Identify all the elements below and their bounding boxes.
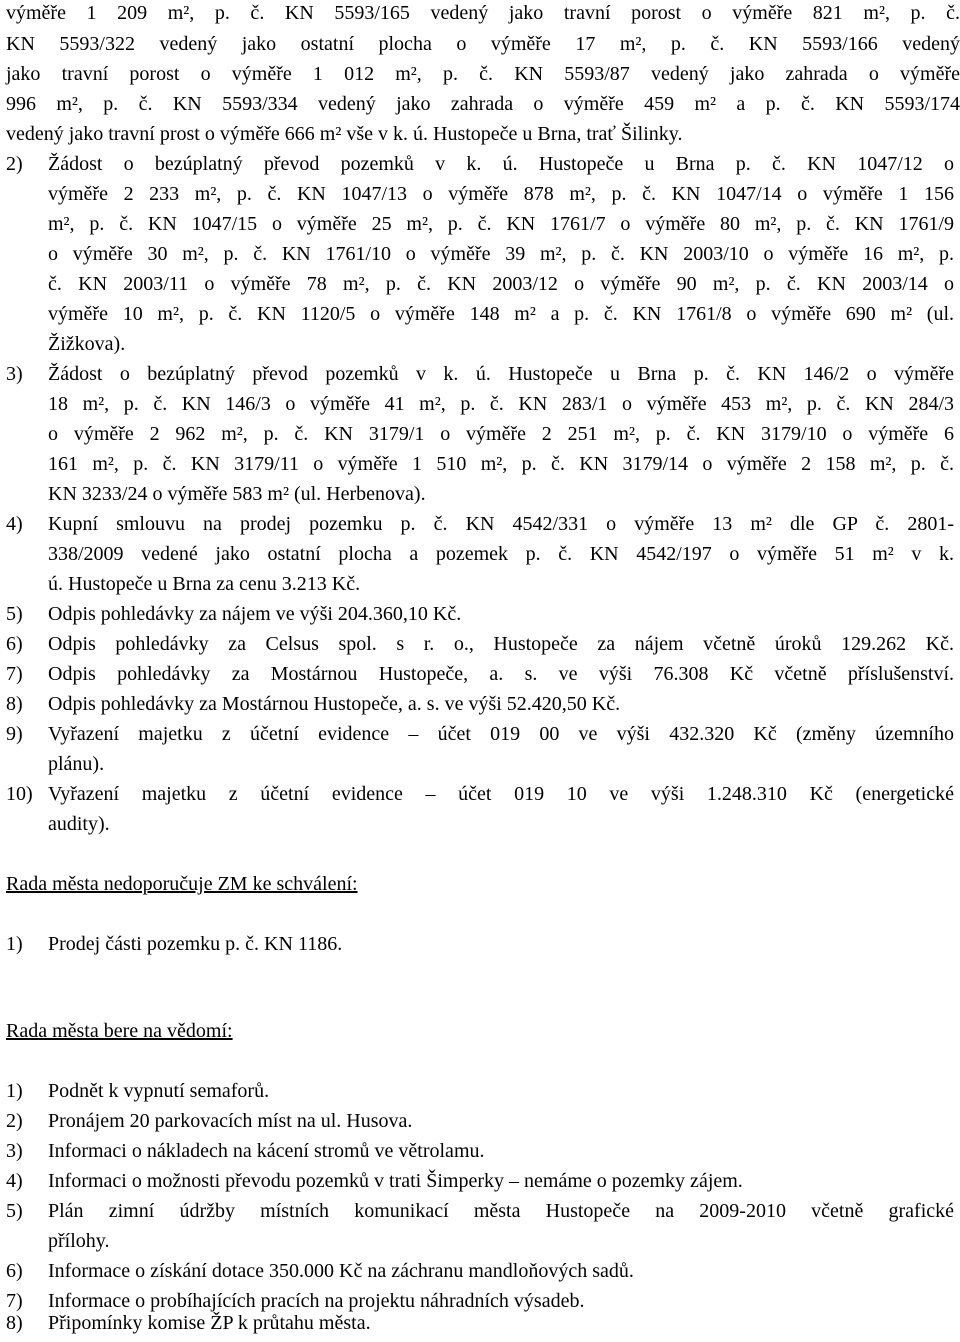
item-text: Žižkova). <box>48 333 126 355</box>
item-text: Připomínky komise ŽP k průtahu města. <box>48 1312 371 1334</box>
item-number: 8) <box>6 693 23 715</box>
item-number: 7) <box>6 663 23 685</box>
item-text: výměře 2 233 m², p. č. KN 1047/13 o výměře 878 m², p. č. KN 1047/14 o výměře 1 156 <box>48 183 954 205</box>
item-text: Odpis pohledávky za nájem ve výši 204.360,10 Kč. <box>48 603 462 625</box>
item-text: Informaci o možnosti převodu pozemků v trati Šimperky – nemáme o pozemky zájem. <box>48 1170 743 1192</box>
list-item <box>0 1110 960 1140</box>
item-text: Žádost o bezúplatný převod pozemků v k. ú. Hustopeče u Brna p. č. KN 146/2 o výměře <box>48 363 954 385</box>
item-text: Odpis pohledávky za Mostárnou Hustopeče, a. s. ve výši 52.420,50 Kč. <box>48 693 621 715</box>
item-number: 2) <box>6 1110 23 1132</box>
list-item <box>0 633 960 663</box>
section-heading: Rada města nedoporučuje ZM ke schválení: <box>6 873 358 895</box>
list-item <box>0 933 960 963</box>
item-number: 6) <box>6 1260 23 1282</box>
intro-line: vedený jako travní prost o výměře 666 m² vše v k. ú. Hustopeče u Brna, trať Šilinky. <box>6 123 683 145</box>
intro-line: KN 5593/322 vedený jako ostatní plocha o výměře 17 m², p. č. KN 5593/166 vedený <box>6 33 960 55</box>
item-number: 1) <box>6 1080 23 1102</box>
item-text: plánu). <box>48 753 105 775</box>
item-number: 3) <box>6 363 23 385</box>
item-text: ú. Hustopeče u Brna za cenu 3.213 Kč. <box>48 573 361 595</box>
item-number: 6) <box>6 633 23 655</box>
item-text: výměře 10 m², p. č. KN 1120/5 o výměře 148 m² a p. č. KN 1761/8 o výměře 690 m² (ul. <box>48 303 954 325</box>
section-heading: Rada města bere na vědomí: <box>6 1020 233 1042</box>
item-text: Informaci o nákladech na kácení stromů ve větrolamu. <box>48 1140 485 1162</box>
item-number: 10) <box>6 783 33 805</box>
item-text: Vyřazení majetku z účetní evidence – účet 019 00 ve výši 432.320 Kč (změny územního <box>48 723 954 745</box>
list-item <box>0 603 960 633</box>
intro-line: jako travní porost o výměře 1 012 m², p. č. KN 5593/87 vedený jako zahrada o výměře <box>6 63 960 85</box>
list-item <box>0 1312 960 1342</box>
item-text: Kupní smlouvu na prodej pozemku p. č. KN 4542/331 o výměře 13 m² dle GP č. 2801- <box>48 513 954 535</box>
list-item <box>0 1260 960 1290</box>
item-text: č. KN 2003/11 o výměře 78 m², p. č. KN 2003/12 o výměře 90 m², p. č. KN 2003/14 o <box>48 273 954 295</box>
intro-line: 996 m², p. č. KN 5593/334 vedený jako zahrada o výměře 459 m² a p. č. KN 5593/174 <box>6 93 960 115</box>
item-text: o výměře 2 962 m², p. č. KN 3179/1 o výměře 2 251 m², p. č. KN 3179/10 o výměře 6 <box>48 423 954 445</box>
list-item <box>0 1140 960 1170</box>
item-text: audity). <box>48 813 110 835</box>
item-number: 9) <box>6 723 23 745</box>
item-number: 5) <box>6 1200 23 1222</box>
item-number: 5) <box>6 603 23 625</box>
item-number: 1) <box>6 933 23 955</box>
list-item <box>0 663 960 693</box>
list-item <box>0 1170 960 1200</box>
item-number: 4) <box>6 1170 23 1192</box>
item-text: Podnět k vypnutí semaforů. <box>48 1080 270 1102</box>
item-text: přílohy. <box>48 1230 110 1252</box>
item-text: Informace o získání dotace 350.000 Kč na záchranu mandloňových sadů. <box>48 1260 634 1282</box>
item-number: 2) <box>6 153 23 175</box>
item-number: 4) <box>6 513 23 535</box>
item-text: o výměře 30 m², p. č. KN 1761/10 o výměře 39 m², p. č. KN 2003/10 o výměře 16 m², p. <box>48 243 954 265</box>
list-item <box>0 693 960 723</box>
item-text: KN 3233/24 o výměře 583 m² (ul. Herbenova). <box>48 483 426 505</box>
item-text: Žádost o bezúplatný převod pozemků v k. ú. Hustopeče u Brna p. č. KN 1047/12 o <box>48 153 954 175</box>
item-text: 338/2009 vedené jako ostatní plocha a pozemek p. č. KN 4542/197 o výměře 51 m² v k. <box>48 543 954 565</box>
item-text: Informace o probíhajících pracích na projektu náhradních výsadeb. <box>48 1290 585 1312</box>
intro-line: výměře 1 209 m², p. č. KN 5593/165 vedený jako travní porost o výměře 821 m², p. č. <box>6 2 960 24</box>
item-number: 7) <box>6 1290 23 1312</box>
item-text: 18 m², p. č. KN 146/3 o výměře 41 m², p. č. KN 283/1 o výměře 453 m², p. č. KN 284/3 <box>48 393 954 415</box>
item-text: Plán zimní údržby místních komunikací města Hustopeče na 2009-2010 včetně grafické <box>48 1200 954 1222</box>
item-text: Prodej části pozemku p. č. KN 1186. <box>48 933 343 955</box>
item-text: m², p. č. KN 1047/15 o výměře 25 m², p. č. KN 1761/7 o výměře 80 m², p. č. KN 1761/9 <box>48 213 954 235</box>
item-text: Pronájem 20 parkovacích míst na ul. Husova. <box>48 1110 413 1132</box>
item-text: Vyřazení majetku z účetní evidence – účet 019 10 ve výši 1.248.310 Kč (energetické <box>48 783 954 805</box>
item-number: 8) <box>6 1312 23 1334</box>
item-text: Odpis pohledávky za Mostárnou Hustopeče, a. s. ve výši 76.308 Kč včetně příslušenství. <box>48 663 954 685</box>
item-number: 3) <box>6 1140 23 1162</box>
item-text: Odpis pohledávky za Celsus spol. s r. o., Hustopeče za nájem včetně úroků 129.262 Kč. <box>48 633 954 655</box>
list-item <box>0 1080 960 1110</box>
item-text: 161 m², p. č. KN 3179/11 o výměře 1 510 m², p. č. KN 3179/14 o výměře 2 158 m², p. č. <box>48 453 954 475</box>
